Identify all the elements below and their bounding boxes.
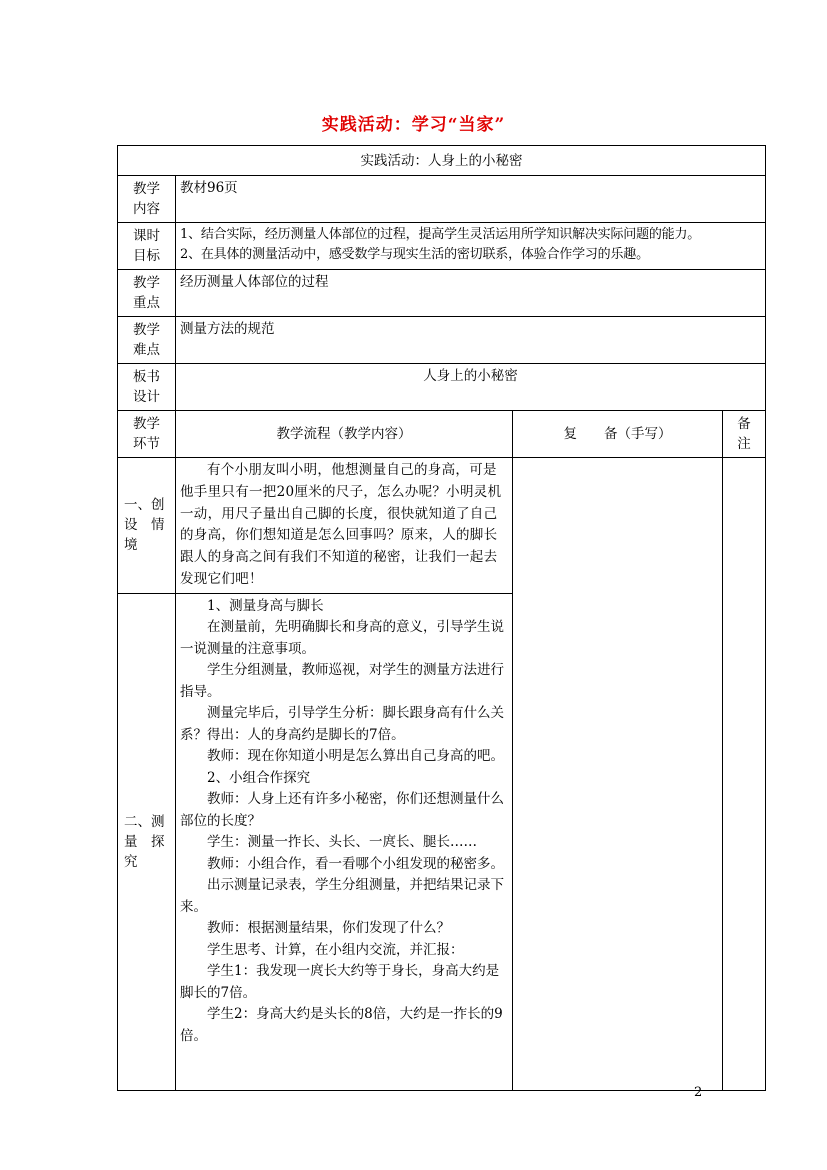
list-item: 测量完毕后，引导学生分析：脚长跟身高有什么关系？得出：人的身高约是脚长的7倍。 <box>180 705 504 743</box>
label-objective: 课时 目标 <box>118 223 176 270</box>
list-item: 教师：现在你知道小明是怎么算出自己身高的吧。 <box>207 748 504 765</box>
value-objective <box>176 223 766 270</box>
col-note-header: 备 注 <box>723 411 766 458</box>
list-item: 学生2：身高大约是头长的8倍，大约是一拃长的9倍。 <box>180 1006 503 1044</box>
value-key-point: 经历测量人体部位的过程 <box>176 270 766 317</box>
objective-2: 2、在具体的测量活动中，感受数学与现实生活的密切联系，体验合作学习的乐趣。 <box>180 247 649 262</box>
stage-1-label: 一、创 设 情 境 <box>118 458 176 594</box>
col-process-header: 教学流程（教学内容） <box>176 411 513 458</box>
list-item: 学生思考、计算，在小组内交流，并汇报： <box>207 941 464 958</box>
row-key-point <box>118 270 766 317</box>
list-item: 学生：测量一拃长、头长、一庹长、腿长…… <box>207 834 477 851</box>
list-item: 教师：小组合作，看一看哪个小组发现的秘密多。 <box>207 855 504 872</box>
lesson-plan-table <box>117 145 766 1091</box>
objective-1: 1、结合实际，经历测量人体部位的过程，提高学生灵活运用所学知识解决实际问题的能力。 <box>180 227 701 242</box>
stage-1-content <box>176 458 513 594</box>
row-objective <box>118 223 766 270</box>
list-item: 学生分组测量，教师巡视，对学生的测量方法进行指导。 <box>180 662 504 700</box>
stage-row-1 <box>118 458 766 594</box>
table-header: 实践活动：人身上的小秘密 <box>118 146 766 176</box>
row-teaching-content <box>118 176 766 223</box>
list-item: 教师：人身上还有许多小秘密，你们还想测量什么部位的长度？ <box>180 791 504 829</box>
stage-1-paragraph: 有个小朋友叫小明，他想测量自己的身高，可是他手里只有一把20厘米的尺子，怎么办呢？小明灵机一动，用尺子量出自己脚的长度，很快就知道了自己的身高，你们想知道是怎么回事吗？原来，人的脚长跟人的身高之间有我们不知道的秘密，让我们一起去发现它们吧！ <box>180 462 502 587</box>
page-number: 2 <box>694 1085 703 1100</box>
value-board: 人身上的小秘密 <box>176 364 766 411</box>
list-item: 在测量前，先明确脚长和身高的意义，引导学生说一说测量的注意事项。 <box>180 619 504 657</box>
row-difficulty <box>118 317 766 364</box>
col-prep-header: 复 备（手写） <box>513 411 723 458</box>
row-board <box>118 364 766 411</box>
value-difficulty: 测量方法的规范 <box>176 317 766 364</box>
table-header-row <box>118 146 766 176</box>
note-cell <box>723 458 766 1091</box>
list-item: 教师：根据测量结果，你们发现了什么？ <box>207 920 450 937</box>
label-difficulty: 教学 难点 <box>118 317 176 364</box>
prep-cell <box>513 458 723 1091</box>
column-header-row <box>118 411 766 458</box>
stage-2-label: 二、测 量 探 究 <box>118 593 176 1090</box>
value-teaching-content: 教材96页 <box>176 176 766 223</box>
list-item: 出示测量记录表，学生分组测量，并把结果记录下来。 <box>180 877 504 915</box>
stage-2-content <box>176 593 513 1090</box>
list-item: 1、测量身高与脚长 <box>207 597 324 614</box>
label-teaching-content: 教学 内容 <box>118 176 176 223</box>
list-item: 2、小组合作探究 <box>207 769 311 786</box>
list-item: 学生1：我发现一庹长大约等于身长，身高大约是脚长的7倍。 <box>180 963 500 1001</box>
page-title: 实践活动：学习“当家” <box>321 115 506 135</box>
label-board: 板书 设计 <box>118 364 176 411</box>
col-stage-header: 教学 环节 <box>118 411 176 458</box>
label-key-point: 教学 重点 <box>118 270 176 317</box>
